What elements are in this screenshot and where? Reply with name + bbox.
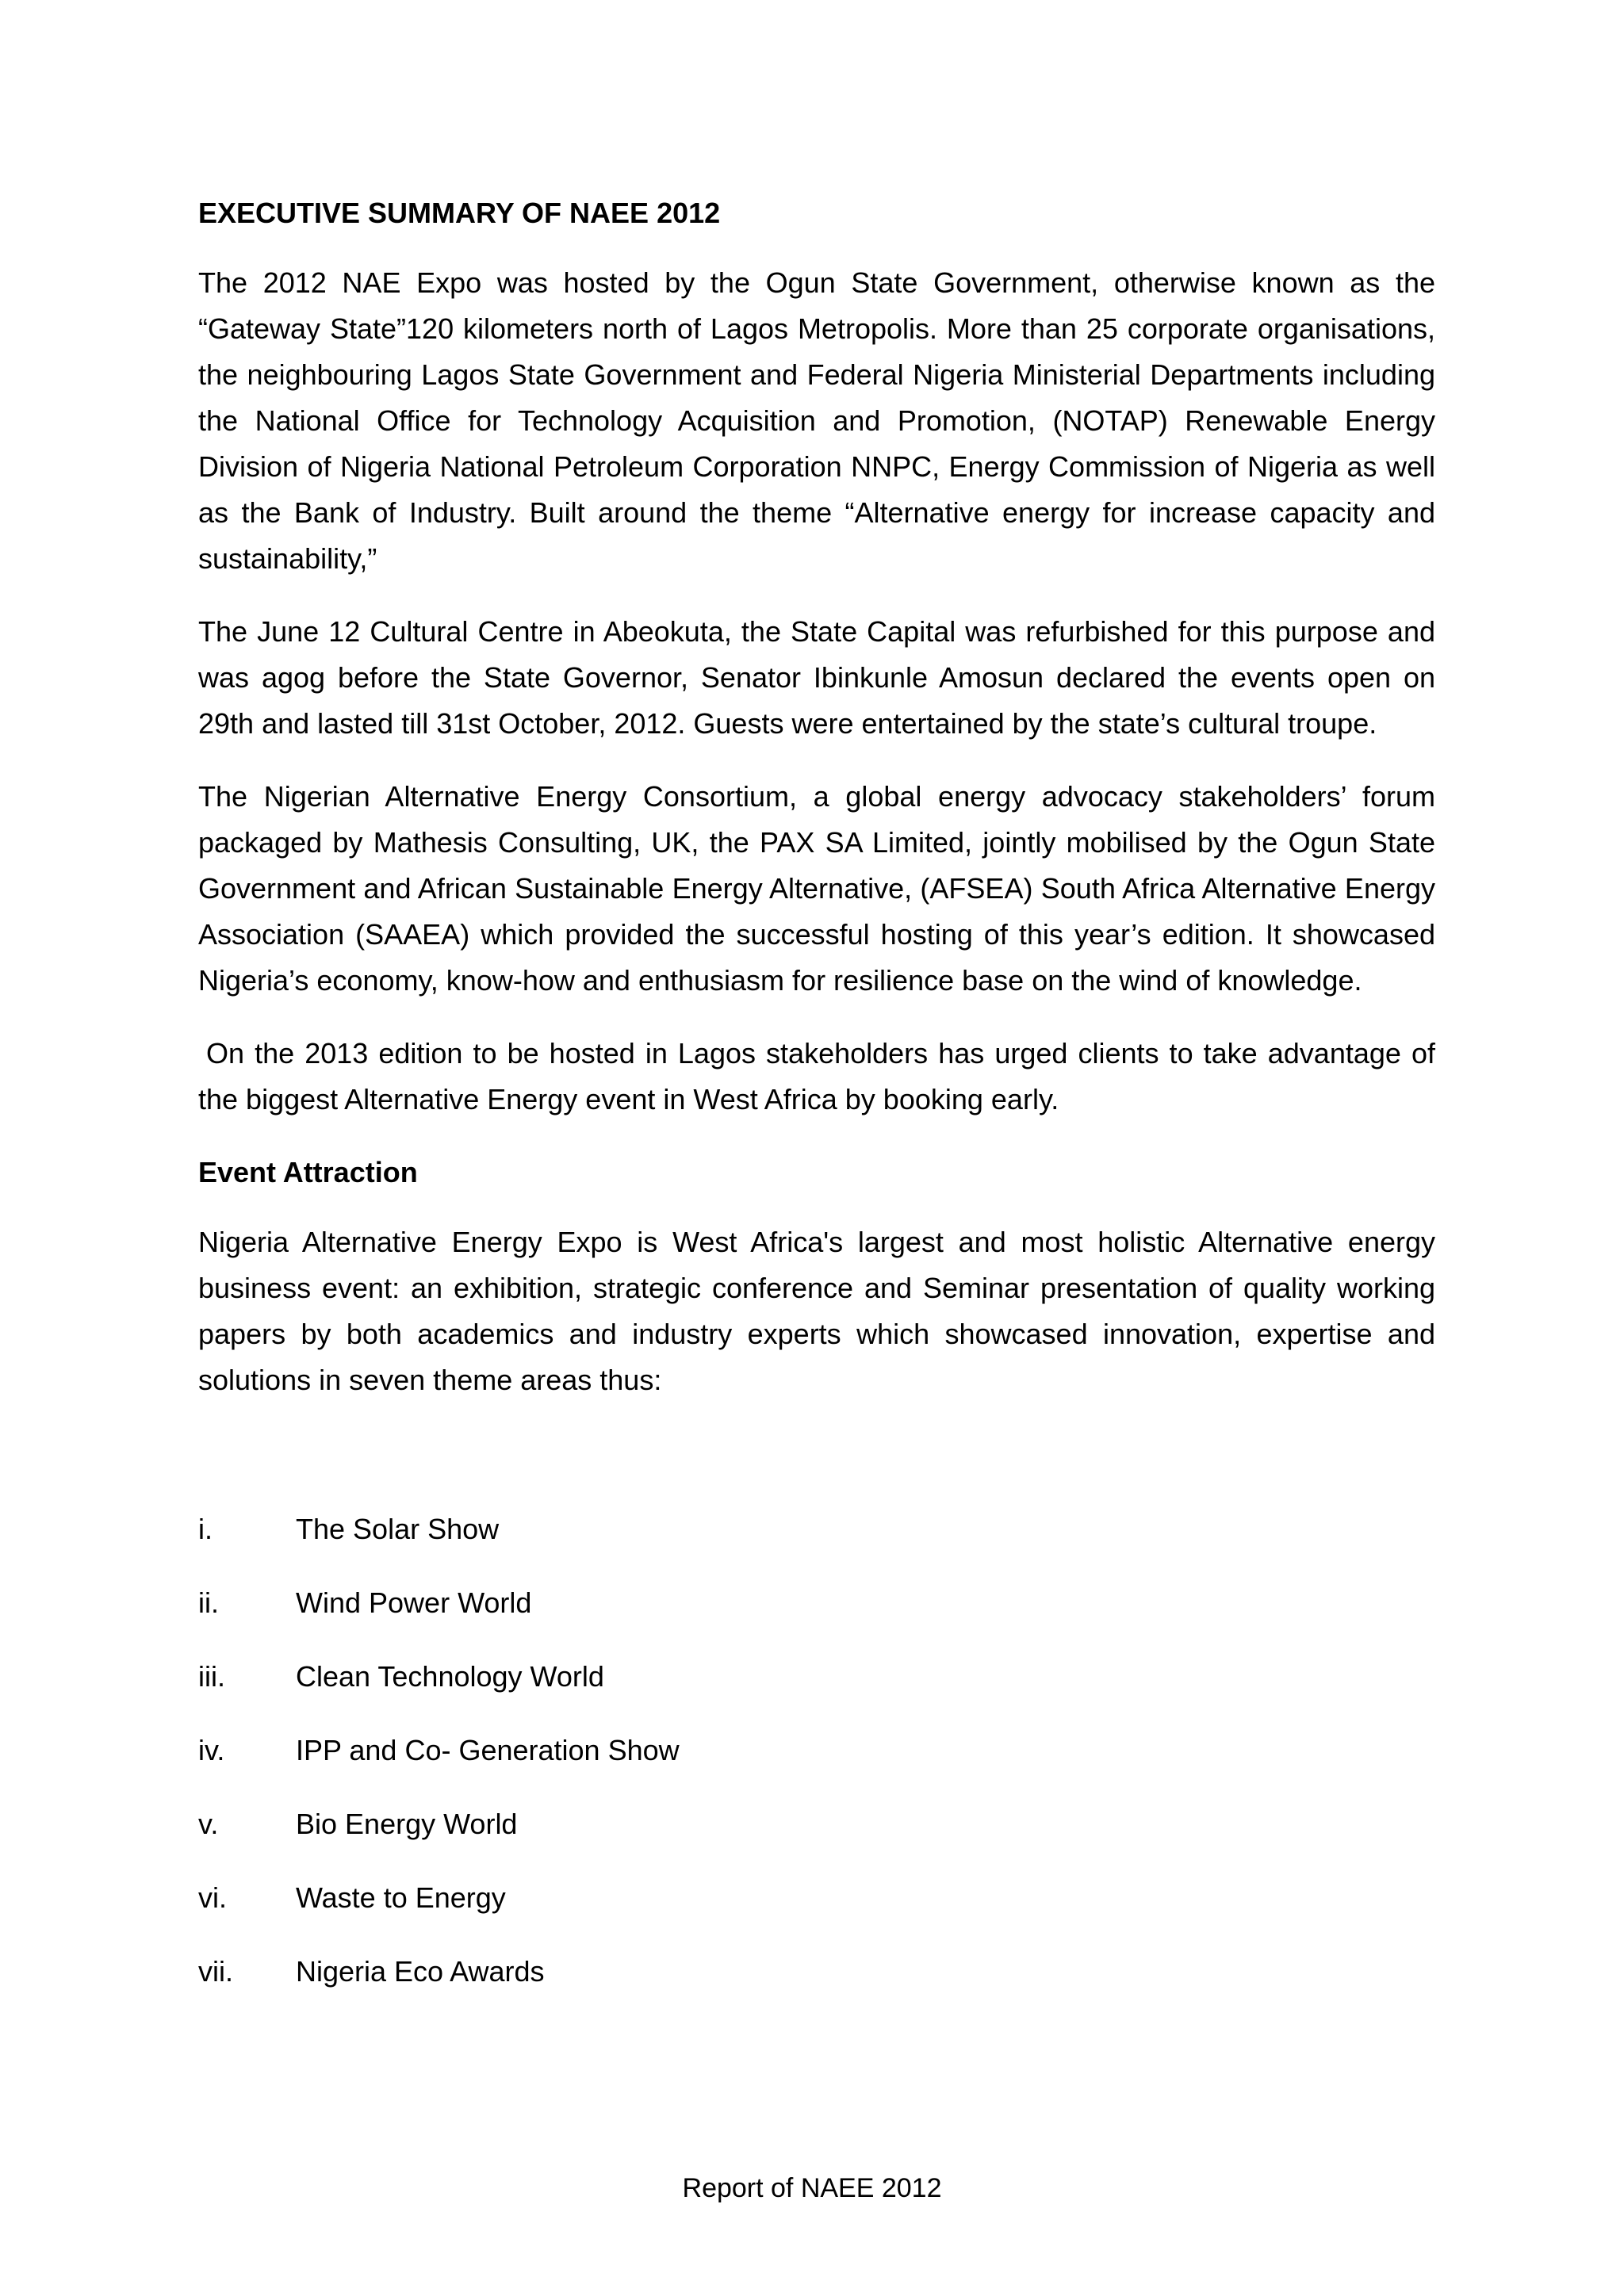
list-item [198,1801,1435,1847]
list-item-number: ii. [198,1586,219,1619]
list-item-text: Clean Technology World [296,1660,604,1693]
list-item [198,1654,1435,1700]
list-item-number: iii. [198,1660,225,1693]
paragraph-cultural-centre: The June 12 Cultural Centre in Abeokuta, the State Capital was refurbished for this purpose and was agog before the State Governor, Senator Ibinkunle Amosun declared the events open on 29th and lasted till 31st October, 2012. Guests were entertained by the state’s cultural troupe. [198,615,1435,740]
list-item-text: Nigeria Eco Awards [296,1955,545,1988]
paragraph-consortium: The Nigerian Alternative Energy Consortium, a global energy advocacy stakeholders’ forum packaged by Mathesis Consulting, UK, the PAX SA Limited, jointly mobilised by the Ogun State Government and African Sustainable Energy Alternative, (AFSEA) South Africa Alternative Energy Association (SAAEA) which provided the successful hosting of this year’s edition. It showcased Nigeria’s economy, know-how and enthusiasm for resilience base on the wind of knowledge. [198,780,1435,997]
list-item-text: Waste to Energy [296,1881,506,1914]
list-item-number: v. [198,1808,219,1840]
list-item-number: iv. [198,1734,225,1766]
list-item [198,1949,1435,1995]
list-item-number: vii. [198,1955,233,1988]
section-heading: Event Attraction [198,1156,418,1188]
list-item [198,1580,1435,1626]
list-item-text: The Solar Show [296,1513,500,1545]
list-item-text: Bio Energy World [296,1808,518,1840]
list-item [198,1728,1435,1774]
paragraph-event-attraction: Nigeria Alternative Energy Expo is West Africa's largest and most holistic Alternative energy business event: an exhibition, strategic conference and Seminar presentation of quality working papers by both academics and industry experts which showcased innovation, expertise and solutions in seven theme areas thus: [198,1226,1435,1396]
paragraph-expo-overview: The 2012 NAE Expo was hosted by the Ogun State Government, otherwise known as the “Gateway State”120 kilometers north of Lagos Metropolis. More than 25 corporate organisations, the neighbouring Lagos State Government and Federal Nigeria Ministerial Departments including the National Office for Technology Acquisition and Promotion, (NOTAP) Renewable Energy Division of Nigeria National Petroleum Corporation NNPC, Energy Commission of Nigeria as well as the Bank of Industry. Built around the theme “Alternative energy for increase capacity and sustainability,” [198,266,1435,575]
list-item-text: Wind Power World [296,1586,532,1619]
list-item-number: i. [198,1513,213,1545]
document-title: EXECUTIVE SUMMARY OF NAEE 2012 [198,197,721,229]
theme-areas-list [198,1506,1435,1995]
list-item-text: IPP and Co- Generation Show [296,1734,680,1766]
list-item [198,1506,1435,1552]
document-page [198,190,1435,2022]
paragraph-2013-edition: On the 2013 edition to be hosted in Lagos stakeholders has urged clients to take advantage of the biggest Alternative Energy event in West Africa by booking early. [198,1037,1435,1115]
page-footer: Report of NAEE 2012 [682,2173,942,2203]
list-item-number: vi. [198,1881,227,1914]
list-item [198,1875,1435,1921]
